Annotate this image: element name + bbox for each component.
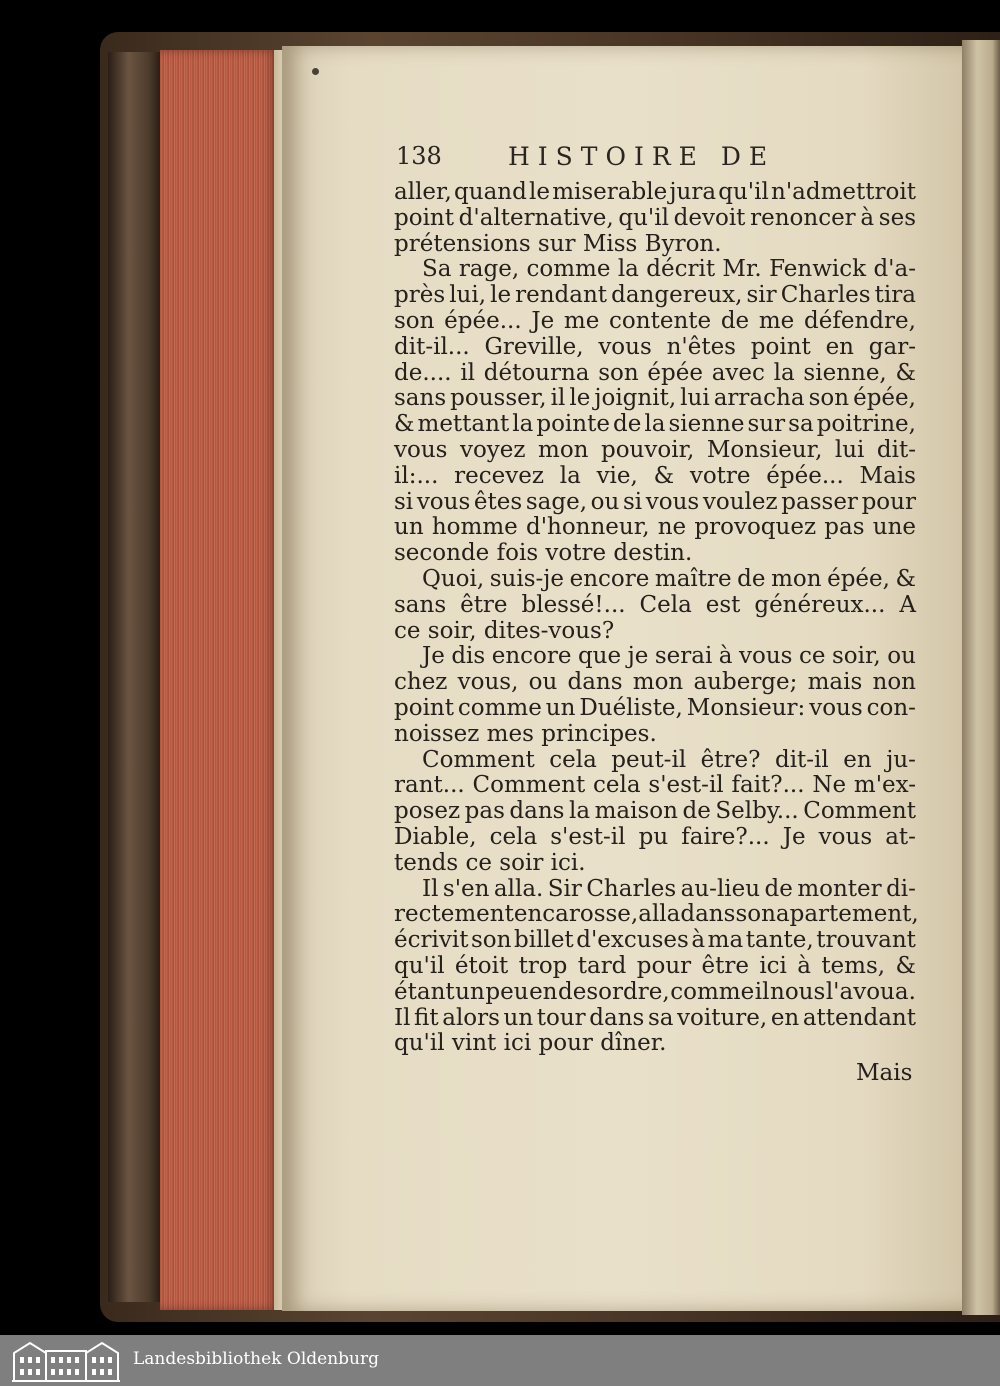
word: billet [514,927,574,954]
text-line [394,1006,916,1032]
word: pour [861,488,916,515]
word: Greville, [484,333,584,360]
word: Duéliste, [579,694,683,721]
word: dans [567,669,623,696]
running-head [396,142,916,172]
word: trop [518,952,568,979]
word: près [394,282,446,309]
word: épée, [853,385,916,412]
word: voyez [459,436,526,463]
text-line [394,490,916,516]
word: tira [874,282,916,309]
word: en [843,746,872,773]
text-line [394,773,916,799]
word: con- [866,694,916,721]
word: di- [886,875,916,902]
text-line [394,825,916,851]
word: sir [746,282,777,309]
word: fit [414,1004,439,1031]
word: Charles [780,282,871,309]
word: vous [645,488,700,515]
word: la [644,411,666,438]
word: provoquez [694,514,817,541]
word: arracha [713,385,805,412]
word: tems, [821,952,886,979]
word: défendre, [803,307,916,334]
word: point [750,333,811,360]
word: Il [394,1004,411,1031]
word: rant... [394,772,465,799]
word: me [758,307,795,334]
word: dans [680,901,736,928]
text-line [394,696,916,722]
word: s'est-il [648,772,724,799]
word: Mais [859,462,916,489]
text-line [394,593,916,619]
word: apartement, [775,901,919,928]
word: son [471,927,512,954]
word: tard [577,952,627,979]
word: d'alternative, [458,204,614,231]
word: cela [489,823,538,850]
word: épée [647,359,703,386]
word: sur [747,411,786,438]
line-text: tends ce soir ici. [394,849,586,876]
word: Je [531,307,555,334]
word: est [705,591,741,618]
word: fait?... [731,772,805,799]
word: A [899,591,916,618]
library-name: Landesbibliothek Oldenburg [133,1349,380,1369]
word: lui [680,385,710,412]
word: faire?... [681,823,770,850]
word: sa [788,411,814,438]
word: comme [457,694,542,721]
word: si [394,488,414,515]
word: suis-je [489,565,565,592]
text-line [394,257,916,283]
word: une [872,514,916,541]
word: ju- [886,746,916,773]
word: être [701,952,749,979]
word: devoit [673,204,746,231]
word: aller, [394,179,452,205]
word: épée... [766,462,844,489]
word: trouvant [816,927,916,954]
word: dit-il [774,746,829,773]
text-line [394,412,916,438]
word: Sa [422,256,452,283]
word: d'honneur, [525,514,650,541]
text-line [394,1031,916,1057]
word: dangereux, [611,282,743,309]
text-line [394,386,916,412]
word: le [490,282,512,309]
word: vous, [457,669,519,696]
word: vous [739,643,793,670]
word: dit-il... [394,333,470,360]
text-line [394,877,916,903]
word: comme [670,978,755,1005]
word: mon [538,436,589,463]
word: pousser, [450,385,547,412]
word: posez [394,798,461,825]
word: ou [887,643,916,670]
word: encore [491,643,572,670]
word: il [754,978,770,1005]
word: & [653,462,675,489]
word: jura [669,179,717,205]
text-line [394,283,916,309]
word: auberge; [693,669,798,696]
word: monter [797,875,882,902]
word: & [394,411,415,438]
text-line [394,515,916,541]
word: homme [431,514,518,541]
word: cela [593,772,641,799]
word: peut-il [611,746,687,773]
word: desordre, [558,978,670,1005]
word: mettant [417,411,510,438]
word: un [394,514,424,541]
word: Monsieur: [686,694,806,721]
word: dans [509,798,565,825]
word: Diable, [394,823,477,850]
word: vous [809,694,863,721]
word: contente [609,307,712,334]
word: pas [464,798,505,825]
word: alors [442,1004,500,1031]
word: en [513,901,543,928]
word: dis [451,643,486,670]
text-line [394,464,916,490]
text-line [394,232,916,258]
text-line [394,541,916,567]
text-line [394,954,916,980]
page-edges [160,50,280,1310]
ink-spot [312,68,319,75]
text-line [394,799,916,825]
word: Il [422,875,439,902]
word: lui [834,436,865,463]
word: ici [759,952,787,979]
word: la [773,359,795,386]
word: la [617,256,639,283]
word: il:... [394,462,439,489]
word: nous [770,978,826,1005]
word: miserable [552,179,668,205]
word: de [612,411,642,438]
word: alla. [493,875,544,902]
word: Sir [547,875,582,902]
library-building-icon [10,1339,122,1383]
word: de [737,565,766,592]
text-line [394,644,916,670]
word: chez [394,669,448,696]
word: attendant [802,1004,916,1031]
word: poitrine, [816,411,916,438]
word: étoit [454,952,509,979]
word: je [627,643,649,670]
word: êtes [473,488,523,515]
word: ce [798,643,826,670]
word: serai [654,643,713,670]
text-line [394,670,916,696]
word: maison [594,798,678,825]
text-line [394,980,916,1006]
word: Je [422,643,445,670]
word: qu'il [618,204,669,231]
word: maître [654,565,732,592]
word: la [559,462,581,489]
word: Mr. [722,256,762,283]
word: le [529,179,550,205]
word: me [563,307,600,334]
page-number: 138 [396,142,442,170]
word: pointe [536,411,610,438]
word: & [895,359,916,386]
word: sage, [525,488,588,515]
word: la [569,798,591,825]
word: rectement [394,901,514,928]
word: gar- [868,333,916,360]
word: Comment [803,798,916,825]
text-line [394,335,916,361]
word: pouvoir, [600,436,695,463]
text-line [394,901,919,928]
word: épée, [827,565,890,592]
word: à [691,927,706,954]
word: de [682,798,711,825]
word: être [460,591,508,618]
text-line [394,438,916,464]
word: à [860,204,875,231]
word: sans [394,385,447,412]
word: ou [528,669,558,696]
word: qu'il [394,952,445,979]
text-line [394,851,916,877]
word: écrivit [394,927,469,954]
word: un [503,1004,534,1031]
word: rage, [458,256,520,283]
word: vie, [596,462,638,489]
word: un [545,694,576,721]
word: vous [394,436,448,463]
catchword: Mais [856,1060,913,1086]
word: d'a- [873,256,916,283]
word: avec [711,359,765,386]
word: Comment [422,746,535,773]
word: cela [549,746,597,773]
word: m'ex- [853,772,916,799]
word: lui, [449,282,487,309]
word: quand [454,179,527,205]
facing-page-edge [962,40,1000,1315]
word: mon [632,669,684,696]
line-text: ce soir, dites-vous? [394,617,615,644]
word: n'admettroit [771,179,916,205]
word: renoncer [750,204,856,231]
word: pour [636,952,692,979]
word: joignit, [594,385,677,412]
word: le [569,385,591,412]
word: généreux... [754,591,886,618]
text-line [394,619,916,645]
word: s'en [442,875,490,902]
word: à [718,643,733,670]
word: vous [598,333,652,360]
word: voulez [702,488,778,515]
word: que [577,643,622,670]
word: détourna [483,359,590,386]
word: blessé!... [521,591,626,618]
word: at- [885,823,916,850]
word: sa [647,1004,674,1031]
word: ses [878,204,916,231]
word: non [872,669,916,696]
word: n'êtes [666,333,736,360]
word: l'avoua. [825,978,916,1005]
word: tante, [745,927,814,954]
word: votre [689,462,751,489]
word: au-lieu [680,875,761,902]
word: recevez [454,462,544,489]
word: son [598,359,639,386]
word: son [808,385,850,412]
word: en [529,978,558,1005]
word: dit- [876,436,916,463]
word: vous [818,823,873,850]
text-line [394,928,916,954]
word: ne [657,514,687,541]
word: soir, [831,643,881,670]
word: en [770,1004,800,1031]
text-line [394,748,916,774]
word: en [825,333,854,360]
text-line [394,361,916,387]
text-line [394,206,916,232]
line-text: seconde fois votre destin. [394,540,693,567]
word: Fenwick [769,256,867,283]
word: être? [700,746,761,773]
word: voiture, [677,1004,768,1031]
word: mon [771,565,822,592]
word: & [895,565,916,592]
word: Quoi, [422,565,485,592]
word: Ne [812,772,847,799]
word: rendant [515,282,608,309]
word: point [394,694,454,721]
word: à [797,952,811,979]
word: Charles [586,875,677,902]
word: vous [416,488,471,515]
word: passer [781,488,858,515]
line-text: prétensions sur Miss Byron. [394,230,722,257]
word: dans [589,1004,645,1031]
text-line [394,309,916,335]
word: mais [807,669,863,696]
word: sienne [668,411,745,438]
word: d'excuses [576,927,689,954]
word: comme [526,256,611,283]
line-text: noissez mes principes. [394,720,657,747]
word: Selby... [715,798,799,825]
word: de [720,307,750,334]
word: Je [782,823,806,850]
running-title: HISTOIRE DE [508,142,776,171]
word: ma [707,927,744,954]
word: peu [485,978,529,1005]
word: décrit [646,256,716,283]
word: pu [638,823,669,850]
word: de.... [394,359,452,386]
body-text [394,179,919,1057]
word: Cela [639,591,692,618]
word: épée... [444,307,522,334]
word: tour [536,1004,586,1031]
word: sans [394,591,447,618]
word: son [735,901,776,928]
word: étant [394,978,455,1005]
text-line [394,180,916,206]
line-text: qu'il vint ici pour dîner. [394,1030,667,1057]
word: de [764,875,793,902]
word: sienne, [803,359,887,386]
word: ou [590,488,620,515]
word: pas [824,514,865,541]
word: s'est-il [550,823,626,850]
footer-bar [0,1335,1000,1386]
word: encore [569,565,650,592]
text-line [394,567,916,593]
word: & [895,952,916,979]
word: Comment [472,772,586,799]
word: un [455,978,485,1005]
word: carosse, [542,901,639,928]
word: qu'il [718,179,769,205]
word: la [512,411,534,438]
word: si [622,488,643,515]
text-line [394,722,916,748]
word: alla [638,901,681,928]
word: il [550,385,566,412]
word: point [394,204,454,231]
book-binding [108,52,160,1302]
word: Monsieur, [706,436,823,463]
word: il [460,359,476,386]
word: son [394,307,435,334]
